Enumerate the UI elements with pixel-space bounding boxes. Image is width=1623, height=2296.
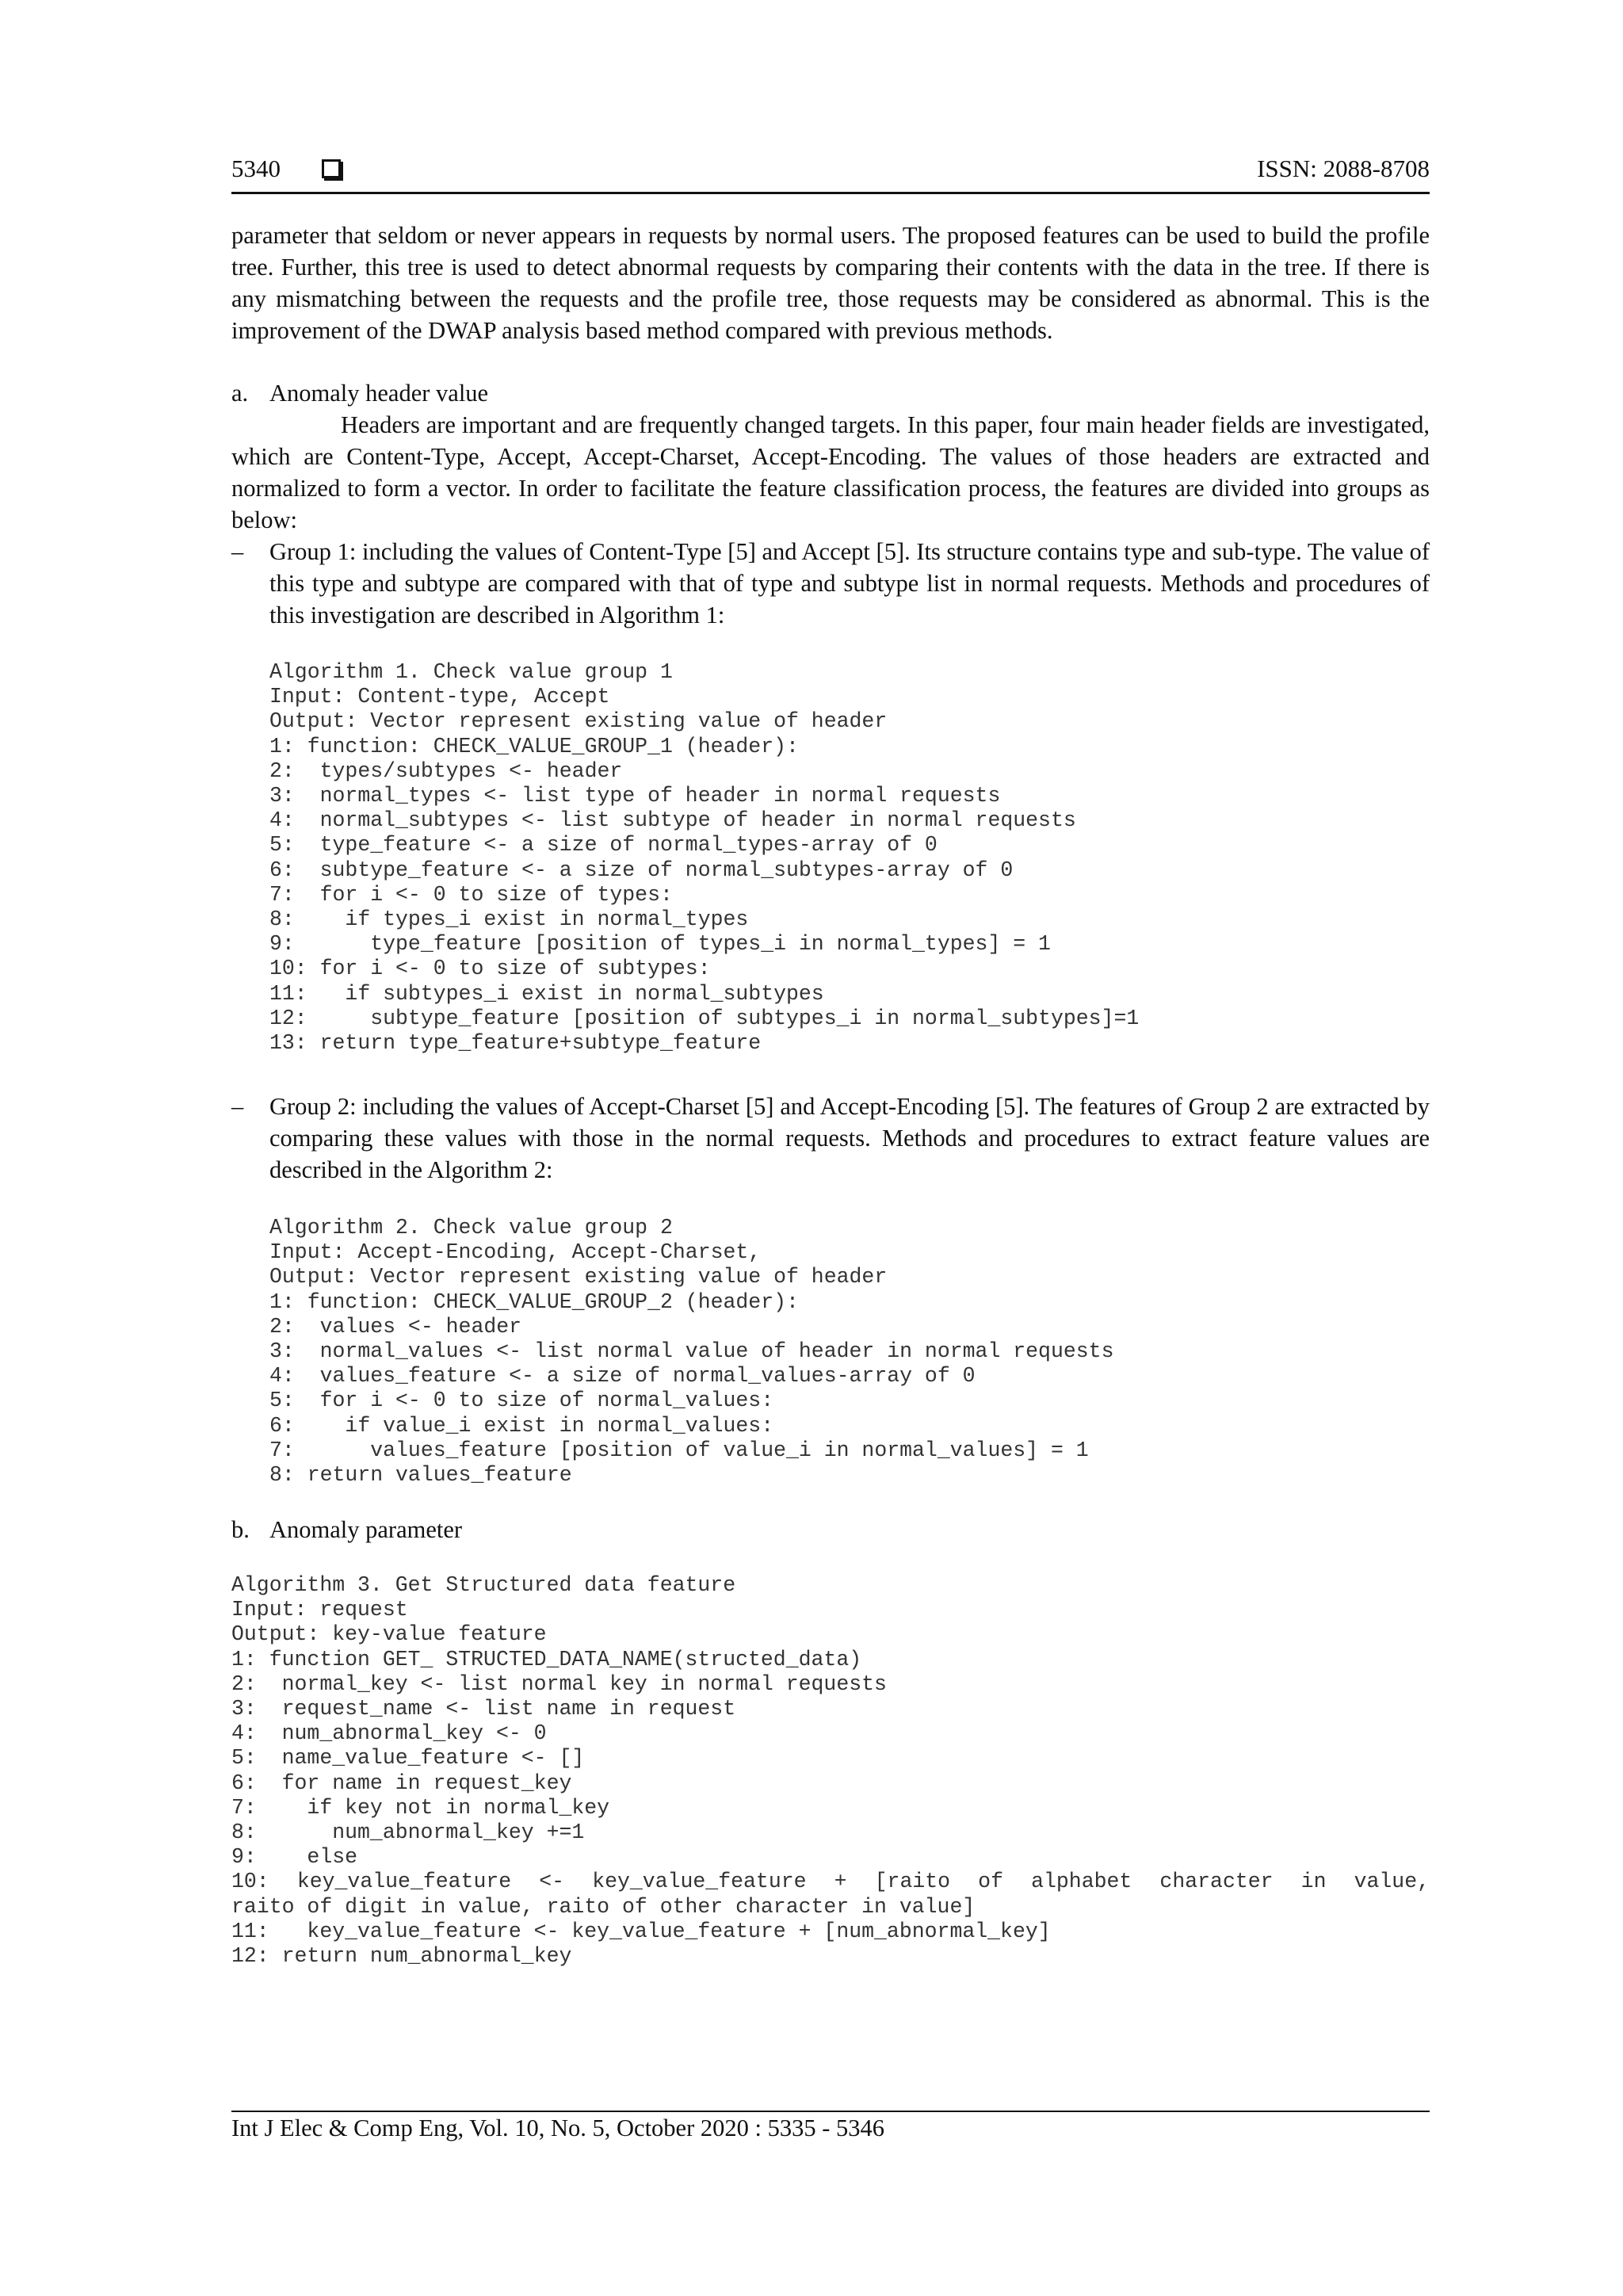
running-header [231, 155, 1430, 193]
code-line: Input: Content-type, Accept [269, 685, 610, 709]
issn: ISSN: 2088-8708 [1257, 155, 1430, 182]
paper-page [231, 0, 1430, 2296]
code-line: 12: subtype_feature [position of subtypes_i in normal_subtypes]=1 [269, 1006, 1140, 1030]
section-a-paragraph: Headers are important and are frequently changed targets. In this paper, four main header fields are investigated, which are Content-Type, Accept, Accept-Charset, Accept-Encoding. The values of those headers are extracted and normalized to form a vector. In order to facilitate the feature classification process, the features are divided into groups as below: [231, 411, 1430, 533]
footer-rule [231, 2111, 1430, 2112]
code-line: 8: return values_feature [269, 1463, 572, 1488]
code-line: 3: request_name <- list name in request [231, 1697, 736, 1721]
header-rule [231, 192, 1430, 194]
section-b-title: Anomaly parameter [269, 1516, 463, 1543]
algorithm-3-code [231, 1573, 1430, 1969]
code-line: 7: if key not in normal_key [231, 1795, 610, 1820]
algorithm-2-code [269, 1216, 1113, 1488]
bullet-text: Group 2: including the values of Accept-Charset [5] and Accept-Encoding [5]. The features of Group 2 are extracted by comparing these values with those in the normal requests. Methods and procedures to extract feature values are described in the Algorithm 2: [269, 1093, 1430, 1183]
footer-citation: Int J Elec & Comp Eng, Vol. 10, No. 5, October 2020 : 5335 - 5346 [231, 2115, 885, 2141]
code-line: 1: function: CHECK_VALUE_GROUP_2 (header): [269, 1289, 799, 1314]
code-line: 1: function GET_ STRUCTED_DATA_NAME(structed_data) [231, 1647, 862, 1671]
bullet-text: Group 1: including the values of Content-Type [5] and Accept [5]. Its structure contains type and sub-type. The value of this type and subtype are compared with that of type and subtype list in normal requests. Methods and procedures of this investigation are described in Algorithm 1: [269, 538, 1430, 628]
intro-paragraph: parameter that seldom or never appears in requests by normal users. The proposed features can be used to build the profile tree. Further, this tree is used to detect abnormal requests by comparing their contents with the data in the tree. If there is any mismatching between the requests and the profile tree, those requests may be considered as abnormal. This is the improvement of the DWAP analysis based method compared with previous methods. [231, 222, 1430, 344]
code-line: Algorithm 1. Check value group 1 [269, 660, 673, 684]
dash-bullet: – [231, 538, 244, 565]
code-line: Input: Accept-Encoding, Accept-Charset, [269, 1240, 762, 1265]
code-line: 2: normal_key <- list normal key in normal requests [231, 1671, 887, 1696]
code-line: 5: for i <- 0 to size of normal_values: [269, 1389, 774, 1413]
code-line: 10: key_value_feature <- key_value_feature + [raito of alphabet character in value, [231, 1870, 1430, 1894]
code-line: 10: for i <- 0 to size of subtypes: [269, 957, 711, 981]
square-bullet-icon [322, 159, 341, 178]
section-b-heading [231, 1514, 462, 1545]
code-line: 1: function: CHECK_VALUE_GROUP_1 (header): [269, 734, 799, 758]
section-a-title: Anomaly header value [269, 380, 489, 407]
code-line: 5: name_value_feature <- [] [231, 1746, 585, 1771]
code-line: 3: normal_values <- list normal value of header in normal requests [269, 1339, 1114, 1364]
code-line: 8: if types_i exist in normal_types [269, 907, 749, 932]
code-line: 6: if value_i exist in normal_values: [269, 1413, 774, 1438]
code-line: 9: else [231, 1845, 358, 1870]
code-line: 6: for name in request_key [231, 1771, 572, 1795]
code-line: 3: normal_types <- list type of header in normal requests [269, 784, 1001, 808]
code-line: 11: if subtypes_i exist in normal_subtypes [269, 981, 824, 1006]
section-b-label: b. [231, 1516, 250, 1543]
algorithm-1-code [269, 660, 1139, 1056]
code-line: 11: key_value_feature <- key_value_feature + [num_abnormal_key] [231, 1919, 1051, 1943]
code-line: 4: normal_subtypes <- list subtype of header in normal requests [269, 808, 1076, 833]
code-line: Input: request [231, 1598, 408, 1622]
code-line: 7: for i <- 0 to size of types: [269, 882, 673, 907]
section-a-heading [231, 377, 488, 409]
code-line: raito of digit in value, raito of other character in value] [231, 1894, 976, 1919]
code-line: 2: values <- header [269, 1314, 522, 1339]
code-line: 13: return type_feature+subtype_feature [269, 1031, 762, 1056]
code-line: Output: Vector represent existing value of header [269, 709, 888, 734]
code-line: Algorithm 2. Check value group 2 [269, 1216, 673, 1240]
code-line: 12: return num_abnormal_key [231, 1944, 572, 1969]
code-line: Output: Vector represent existing value of header [269, 1265, 888, 1289]
code-line: 9: type_feature [position of types_i in normal_types] = 1 [269, 932, 1051, 957]
section-a-label: a. [231, 380, 249, 407]
code-line: 2: types/subtypes <- header [269, 758, 623, 783]
page-number: 5340 [231, 155, 281, 182]
dash-bullet: – [231, 1093, 244, 1120]
code-line: 4: num_abnormal_key <- 0 [231, 1721, 547, 1746]
code-line: 5: type_feature <- a size of normal_types-array of 0 [269, 833, 938, 858]
code-line: Algorithm 3. Get Structured data feature [231, 1573, 736, 1597]
code-line: Output: key-value feature [231, 1622, 547, 1647]
code-line: 4: values_feature <- a size of normal_values-array of 0 [269, 1364, 976, 1389]
code-line: 8: num_abnormal_key +=1 [231, 1820, 585, 1845]
code-line: 6: subtype_feature <- a size of normal_subtypes-array of 0 [269, 858, 1014, 882]
code-line: 7: values_feature [position of value_i in normal_values] = 1 [269, 1438, 1089, 1462]
